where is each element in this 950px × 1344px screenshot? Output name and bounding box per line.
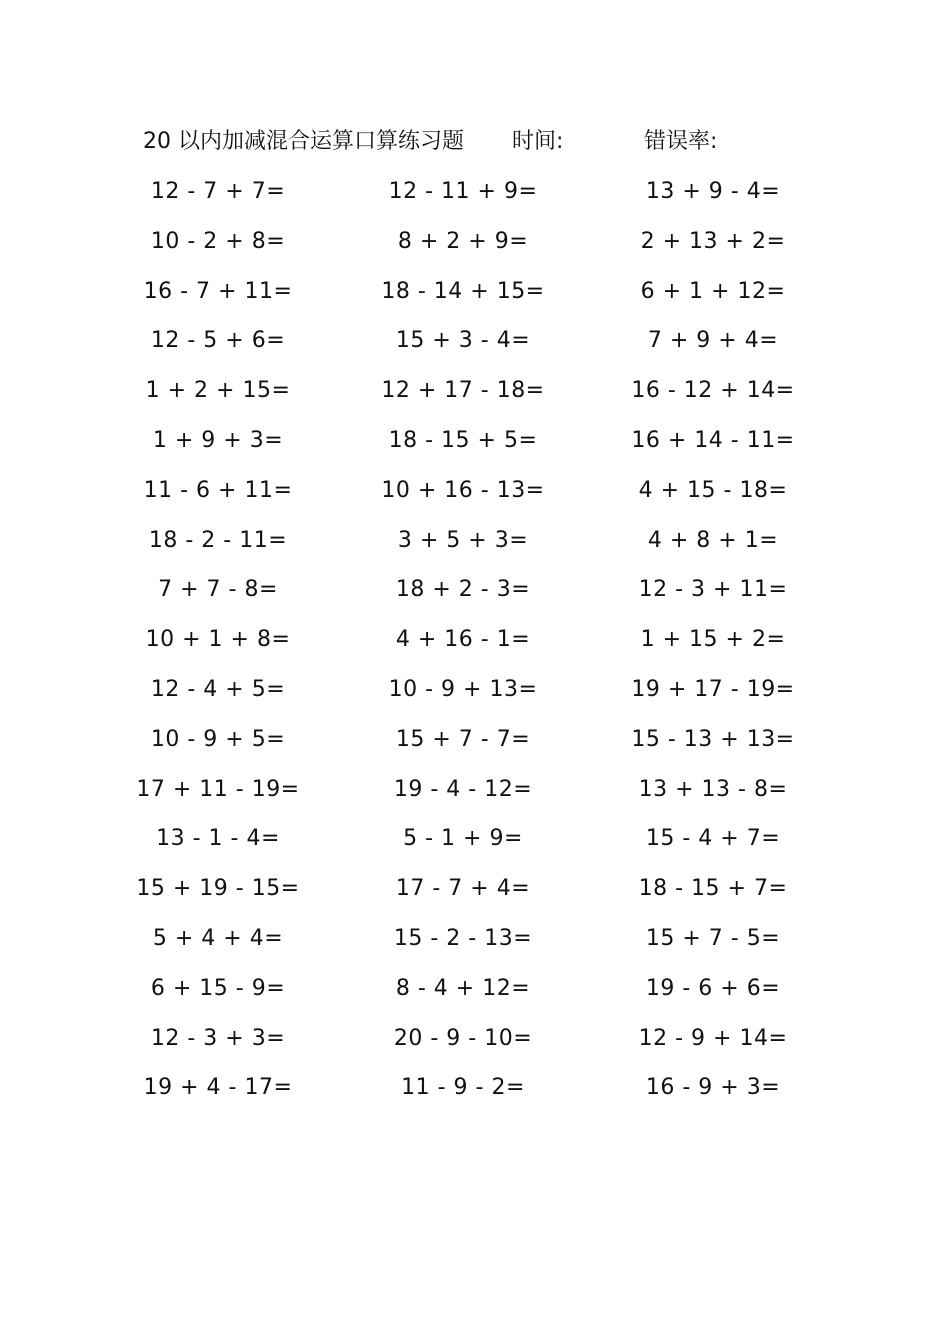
problem: 1 + 15 + 2= bbox=[640, 627, 786, 653]
problem-row bbox=[0, 964, 950, 1014]
problem: 19 + 17 - 19= bbox=[631, 676, 795, 702]
problem-row bbox=[0, 217, 950, 267]
problem: 19 - 6 + 6= bbox=[645, 975, 781, 1001]
problem-grid bbox=[0, 167, 950, 1113]
problem-row bbox=[0, 715, 950, 765]
worksheet-header bbox=[0, 124, 950, 160]
problem: 16 - 12 + 14= bbox=[631, 378, 795, 404]
problem-row bbox=[0, 1014, 950, 1064]
problem: 19 + 4 - 17= bbox=[143, 1075, 293, 1101]
problem-row bbox=[0, 316, 950, 366]
problem: 12 - 3 + 3= bbox=[150, 1025, 286, 1051]
problem-row bbox=[0, 665, 950, 715]
problem: 10 + 1 + 8= bbox=[145, 627, 291, 653]
problem: 12 - 7 + 7= bbox=[150, 179, 286, 204]
problem: 10 + 16 - 13= bbox=[381, 477, 545, 503]
problem: 20 - 9 - 10= bbox=[393, 1025, 533, 1051]
problem-row bbox=[0, 516, 950, 566]
problem: 19 - 4 - 12= bbox=[393, 776, 533, 802]
problem: 18 + 2 - 3= bbox=[395, 577, 531, 603]
problem: 4 + 8 + 1= bbox=[647, 527, 779, 553]
problem-row bbox=[0, 167, 950, 217]
problem-row bbox=[0, 267, 950, 317]
problem-row bbox=[0, 466, 950, 516]
problem: 15 + 7 - 7= bbox=[395, 726, 531, 752]
problem: 4 + 15 - 18= bbox=[638, 477, 788, 503]
problem: 12 - 5 + 6= bbox=[150, 328, 286, 354]
problem: 11 - 9 - 2= bbox=[401, 1075, 525, 1101]
problem: 7 + 7 - 8= bbox=[158, 577, 278, 603]
problem: 8 - 4 + 12= bbox=[395, 975, 531, 1001]
problem: 15 + 3 - 4= bbox=[395, 328, 531, 354]
error-rate-label: 错误率: bbox=[644, 129, 718, 154]
problem: 6 + 1 + 12= bbox=[640, 278, 786, 304]
problem: 4 + 16 - 1= bbox=[395, 627, 531, 653]
problem: 15 - 2 - 13= bbox=[393, 925, 533, 951]
problem: 15 - 13 + 13= bbox=[631, 726, 795, 752]
worksheet-title: 20 以内加减混合运算口算练习题 bbox=[143, 129, 464, 154]
problem-row bbox=[0, 366, 950, 416]
problem: 8 + 2 + 9= bbox=[397, 228, 529, 254]
problem: 15 - 4 + 7= bbox=[645, 826, 781, 852]
problem: 16 - 9 + 3= bbox=[645, 1075, 781, 1101]
problem: 13 + 9 - 4= bbox=[645, 179, 781, 204]
problem: 13 - 1 - 4= bbox=[156, 826, 280, 852]
problem-row bbox=[0, 914, 950, 964]
problem-row bbox=[0, 565, 950, 615]
problem: 16 + 14 - 11= bbox=[631, 427, 795, 453]
problem-row bbox=[0, 1063, 950, 1113]
problem: 10 - 9 + 5= bbox=[150, 726, 286, 752]
problem: 1 + 9 + 3= bbox=[152, 427, 284, 453]
problem: 12 - 9 + 14= bbox=[638, 1025, 788, 1051]
problem: 17 - 7 + 4= bbox=[395, 876, 531, 902]
problem: 13 + 13 - 8= bbox=[638, 776, 788, 802]
problem-row bbox=[0, 765, 950, 815]
time-label: 时间: bbox=[512, 129, 564, 154]
problem: 10 - 2 + 8= bbox=[150, 228, 286, 254]
problem: 18 - 15 + 7= bbox=[638, 876, 788, 902]
problem: 12 - 11 + 9= bbox=[388, 179, 538, 204]
problem: 15 + 19 - 15= bbox=[136, 876, 300, 902]
problem: 1 + 2 + 15= bbox=[145, 378, 291, 404]
problem: 12 - 4 + 5= bbox=[150, 676, 286, 702]
problem: 18 - 2 - 11= bbox=[148, 527, 288, 553]
problem: 3 + 5 + 3= bbox=[397, 527, 529, 553]
problem: 5 + 4 + 4= bbox=[152, 925, 284, 951]
problem: 18 - 15 + 5= bbox=[388, 427, 538, 453]
problem-row bbox=[0, 814, 950, 864]
problem-row bbox=[0, 864, 950, 914]
problem: 18 - 14 + 15= bbox=[381, 278, 545, 304]
problem-row bbox=[0, 416, 950, 466]
problem: 5 - 1 + 9= bbox=[403, 826, 523, 852]
problem: 10 - 9 + 13= bbox=[388, 676, 538, 702]
problem-row bbox=[0, 615, 950, 665]
problem: 6 + 15 - 9= bbox=[150, 975, 286, 1001]
problem: 12 - 3 + 11= bbox=[638, 577, 788, 603]
problem: 2 + 13 + 2= bbox=[640, 228, 786, 254]
problem: 11 - 6 + 11= bbox=[143, 477, 293, 503]
problem: 16 - 7 + 11= bbox=[143, 278, 293, 304]
problem: 7 + 9 + 4= bbox=[647, 328, 779, 354]
problem: 17 + 11 - 19= bbox=[136, 776, 300, 802]
problem: 15 + 7 - 5= bbox=[645, 925, 781, 951]
problem: 12 + 17 - 18= bbox=[381, 378, 545, 404]
